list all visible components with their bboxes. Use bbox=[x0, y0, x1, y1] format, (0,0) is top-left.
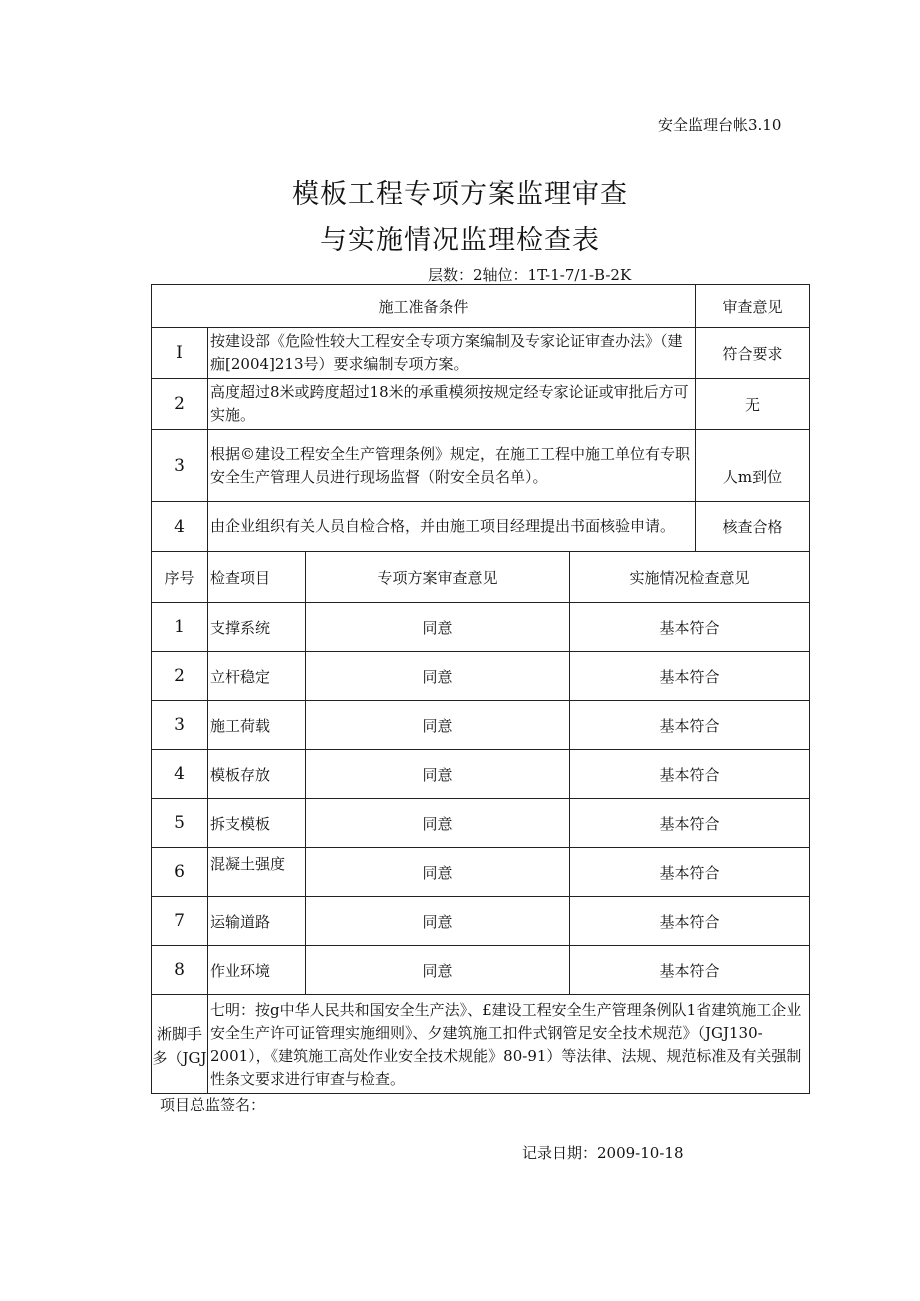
check-row-plan: 同意 bbox=[306, 603, 570, 652]
check-row-impl: 基本符合 bbox=[570, 799, 810, 848]
check-row bbox=[152, 750, 810, 799]
check-row-plan: 同意 bbox=[306, 946, 570, 995]
location-info: 层数：2轴位：1T-1-7/1-B-2K bbox=[428, 266, 632, 284]
check-row-impl: 基本符合 bbox=[570, 701, 810, 750]
ledger-reference: 安全监理台帐3.10 bbox=[658, 116, 782, 134]
check-row-impl: 基本符合 bbox=[570, 652, 810, 701]
prep-header-row bbox=[152, 285, 810, 328]
check-row-impl: 基本符合 bbox=[570, 946, 810, 995]
check-row-number: 8 bbox=[152, 946, 208, 995]
check-row-number: 2 bbox=[152, 652, 208, 701]
check-row-item: 拆支模板 bbox=[208, 799, 306, 848]
record-date: 记录日期：2009-10-18 bbox=[522, 1144, 684, 1162]
prep-row-number: I bbox=[152, 328, 208, 379]
prep-condition-header: 施工准备条件 bbox=[152, 285, 696, 328]
prep-opinion-header: 审查意见 bbox=[696, 285, 810, 328]
prep-row-opinion: 符合要求 bbox=[696, 328, 810, 379]
check-row-plan: 同意 bbox=[306, 848, 570, 897]
prep-row-text: 高度超过8米或跨度超过18米的承重模须按规定经专家论证或审批后方可实施。 bbox=[208, 379, 696, 430]
check-row-item: 混凝土强度 bbox=[208, 848, 306, 897]
check-row bbox=[152, 946, 810, 995]
check-row-item: 支撑系统 bbox=[208, 603, 306, 652]
check-row-impl: 基本符合 bbox=[570, 603, 810, 652]
check-row bbox=[152, 848, 810, 897]
check-row-number: 7 bbox=[152, 897, 208, 946]
check-row-plan: 同意 bbox=[306, 701, 570, 750]
check-row-plan: 同意 bbox=[306, 799, 570, 848]
prep-row-opinion: 人m到位 bbox=[696, 430, 810, 502]
prep-row-number: 4 bbox=[152, 502, 208, 552]
check-row-plan: 同意 bbox=[306, 652, 570, 701]
check-row-impl: 基本符合 bbox=[570, 897, 810, 946]
check-row-number: 4 bbox=[152, 750, 208, 799]
check-impl-header: 实施情况检查意见 bbox=[570, 552, 810, 603]
check-row bbox=[152, 897, 810, 946]
page-title-line2: 与实施情况监理检查表 bbox=[320, 225, 600, 256]
check-row-plan: 同意 bbox=[306, 750, 570, 799]
note-label: 淅脚手多（JGJ bbox=[152, 995, 208, 1094]
check-row-item: 模板存放 bbox=[208, 750, 306, 799]
prep-row-opinion: 无 bbox=[696, 379, 810, 430]
check-row-number: 5 bbox=[152, 799, 208, 848]
page-title-line1: 模板工程专项方案监理审查 bbox=[292, 179, 628, 210]
check-row-item: 运输道路 bbox=[208, 897, 306, 946]
prep-row-text: 由企业组织有关人员自检合格，并由施工项目经理提出书面核验申请。 bbox=[208, 502, 696, 552]
check-row-impl: 基本符合 bbox=[570, 750, 810, 799]
prep-row bbox=[152, 502, 810, 552]
check-row bbox=[152, 701, 810, 750]
check-row bbox=[152, 652, 810, 701]
check-row bbox=[152, 799, 810, 848]
prep-row-text: 根据©建设工程安全生产管理条例》规定，在施工工程中施工单位有专职安全生产管理人员进行现场监督（附安全员名单）。 bbox=[208, 430, 696, 502]
check-number-header: 序号 bbox=[152, 552, 208, 603]
check-row-impl: 基本符合 bbox=[570, 848, 810, 897]
check-row-number: 3 bbox=[152, 701, 208, 750]
check-header-row bbox=[152, 552, 810, 603]
prep-row-number: 2 bbox=[152, 379, 208, 430]
note-row bbox=[152, 995, 810, 1094]
prep-row bbox=[152, 379, 810, 430]
prep-row-text: 按建设部《危险性较大工程安全专项方案编制及专家论证审查办法》（建痂[2004]213号）要求编制专项方案。 bbox=[208, 328, 696, 379]
check-row-item: 施工荷载 bbox=[208, 701, 306, 750]
check-plan-header: 专项方案审查意见 bbox=[306, 552, 570, 603]
signature-label: 项目总监签名： bbox=[160, 1096, 266, 1114]
check-row-item: 作业环境 bbox=[208, 946, 306, 995]
prep-row-number: 3 bbox=[152, 430, 208, 502]
check-row-number: 1 bbox=[152, 603, 208, 652]
prep-row bbox=[152, 430, 810, 502]
check-row bbox=[152, 603, 810, 652]
prep-row-opinion: 核查合格 bbox=[696, 502, 810, 552]
check-row-item: 立杆稳定 bbox=[208, 652, 306, 701]
check-item-header: 检查项目 bbox=[208, 552, 306, 603]
check-row-number: 6 bbox=[152, 848, 208, 897]
note-text: 七明：按g中华人民共和国安全生产法》、£建设工程安全生产管理条例队1省建筑施工企业安全生产许可证管理实施细则》、夕建筑施工扣件式钢管足安全技术规范》（JGJ130-2001），《建筑施工高处作业安全技术规能》80-91）等法律、法规、规范标准及有关强制性条文要求进行审查与检查。 bbox=[208, 995, 810, 1094]
inspection-table bbox=[151, 284, 810, 1094]
prep-row bbox=[152, 328, 810, 379]
check-row-plan: 同意 bbox=[306, 897, 570, 946]
